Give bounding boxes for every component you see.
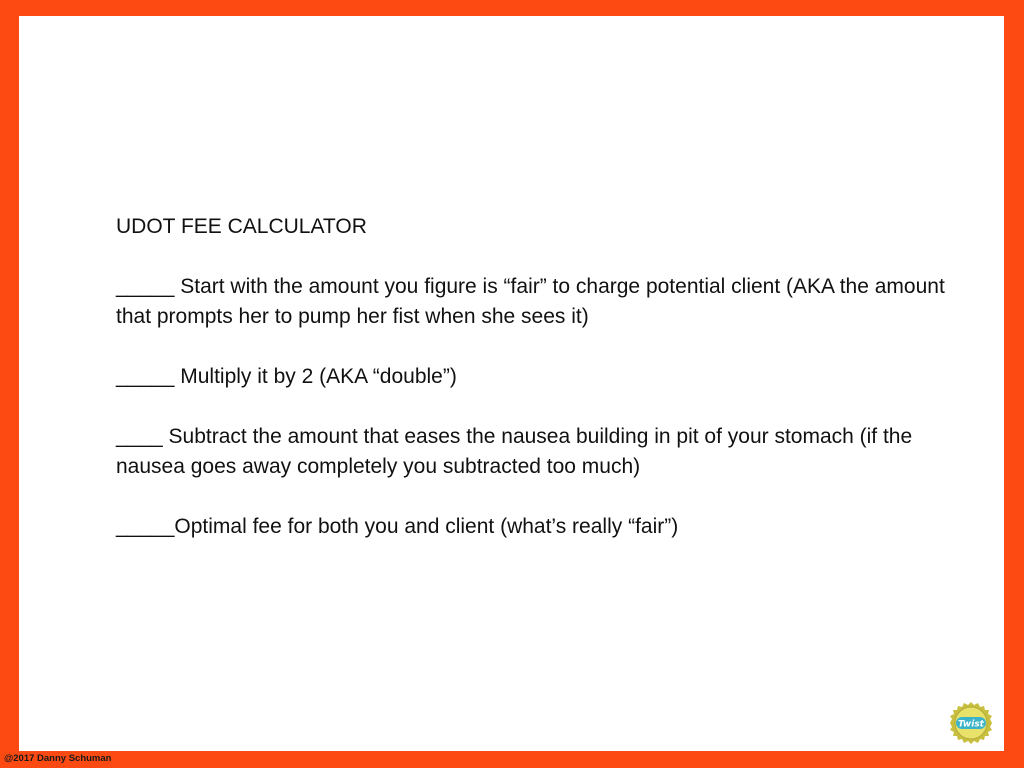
copyright-text: @2017 Danny Schuman [4, 753, 112, 764]
spacer [116, 242, 956, 272]
slide-title: UDOT FEE CALCULATOR [116, 215, 367, 238]
spacer [116, 392, 956, 422]
spacer [116, 332, 956, 362]
logo-text: Twist [958, 719, 984, 730]
step-1-text: _____ Start with the amount you figure is “fair” to charge potential client (AKA the amount that prompts her to pump her fist when she sees it) [116, 275, 951, 328]
step-4-text: _____Optimal fee for both you and client (what’s really “fair”) [116, 515, 679, 538]
step-2-text: _____ Multiply it by 2 (AKA “double”) [116, 365, 457, 388]
spacer [116, 482, 956, 512]
twist-bottle-cap-logo [950, 702, 992, 744]
slide-canvas [19, 16, 1004, 751]
slide-content [116, 212, 956, 542]
step-3-text: ____ Subtract the amount that eases the nausea building in pit of your stomach (if the nausea goes away completely you subtracted too much) [116, 425, 919, 478]
